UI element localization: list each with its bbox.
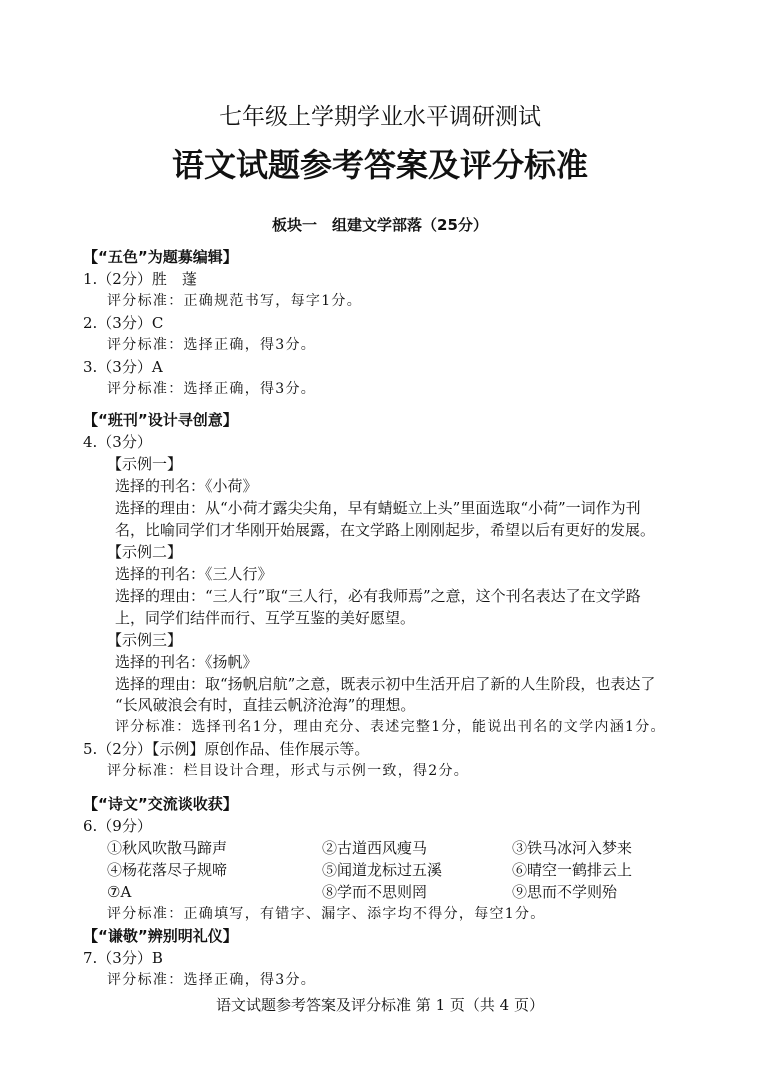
answer-body — [0, 247, 760, 991]
answer-blank: ⑨思而不学则殆 — [512, 882, 618, 901]
exam-name: 七年级上学期学业水平调研测试 — [219, 104, 541, 130]
question-stem: 2.（3分）C — [83, 313, 164, 332]
group-heading: 【“诗文”交流谈收获】 — [83, 795, 238, 814]
example-journal-name: 选择的刊名：《三人行》 — [115, 564, 273, 583]
answer-row — [0, 882, 760, 904]
question-stem: 5.（2分）【示例】原创作品、佳作展示等。 — [83, 740, 370, 759]
example-journal-name: 选择的刊名：《小荷》 — [115, 477, 258, 496]
page-footer: 语文试题参考答案及评分标准 第 1 页（共 4 页） — [216, 996, 544, 1014]
group-heading: 【“谦敬”辨别明礼仪】 — [83, 926, 238, 945]
answer-blank: ⑦A — [107, 882, 132, 901]
document-title: 语文试题参考答案及评分标准 — [171, 146, 588, 184]
answer-blank: ⑤闻道龙标过五溪 — [322, 860, 443, 879]
answer-row — [0, 860, 760, 882]
question-stem: 3.（3分）A — [83, 357, 163, 376]
question-stem: 4.（3分） — [83, 433, 152, 452]
example-reason-line: 名，比喻同学们才华刚开始展露，在文学路上刚刚起步，希望以后有更好的发展。 — [115, 521, 656, 540]
scoring-criteria: 评分标准：选择正确，得3分。 — [107, 971, 317, 988]
answer-blank: ②古道西风瘦马 — [322, 838, 428, 857]
example-journal-name: 选择的刊名：《扬帆》 — [115, 652, 258, 671]
example-reason-line: 上，同学们结伴而行、互学互鉴的美好愿望。 — [115, 608, 416, 627]
scoring-criteria: 评分标准：栏目设计合理，形式与示例一致，得2分。 — [107, 763, 470, 780]
scoring-criteria: 评分标准：正确规范书写，每字1分。 — [107, 292, 363, 309]
answer-blank: ⑧学而不思则罔 — [322, 882, 428, 901]
question-stem: 7.（3分）B — [83, 948, 163, 967]
example-reason-line: “长风破浪会有时，直挂云帆济沧海”的理想。 — [115, 696, 416, 715]
example-reason-line: 选择的理由：“三人行”取“三人行，必有我师焉”之意，这个刊名表达了在文学路 — [115, 586, 641, 605]
example-label: 【示例二】 — [107, 542, 183, 561]
answer-blank: ①秋风吹散马蹄声 — [107, 838, 228, 857]
group-heading: 【“班刊”设计寻创意】 — [83, 411, 238, 430]
answer-blank: ③铁马冰河入梦来 — [512, 838, 633, 857]
section-title: 板块一 组建文学部落（25分） — [272, 216, 488, 234]
answer-blank: ④杨花落尽子规啼 — [107, 860, 228, 879]
question-stem: 6.（9分） — [83, 817, 152, 836]
question-stem: 1.（2分）胜 蓬 — [83, 269, 197, 288]
group-heading: 【“五色”为题募编辑】 — [83, 248, 238, 266]
scoring-criteria: 评分标准：选择正确，得3分。 — [107, 380, 317, 397]
example-label: 【示例一】 — [107, 455, 183, 474]
scoring-criteria: 评分标准：选择正确，得3分。 — [107, 336, 317, 353]
scoring-criteria: 评分标准：选择刊名1分，理由充分、表述完整1分，能说出刊名的文学内涵1分。 — [115, 719, 666, 736]
example-reason-line: 选择的理由：取“扬帆启航”之意，既表示初中生活开启了新的人生阶段，也表达了 — [115, 674, 656, 693]
answer-row — [0, 838, 760, 860]
example-reason-line: 选择的理由：从“小荷才露尖尖角，早有蜻蜓立上头”里面选取“小荷”一词作为刊 — [115, 499, 641, 518]
scoring-criteria: 评分标准：正确填写，有错字、漏字、添字均不得分，每空1分。 — [107, 905, 546, 922]
example-label: 【示例三】 — [107, 630, 183, 649]
answer-blank: ⑥晴空一鹤排云上 — [512, 860, 633, 879]
